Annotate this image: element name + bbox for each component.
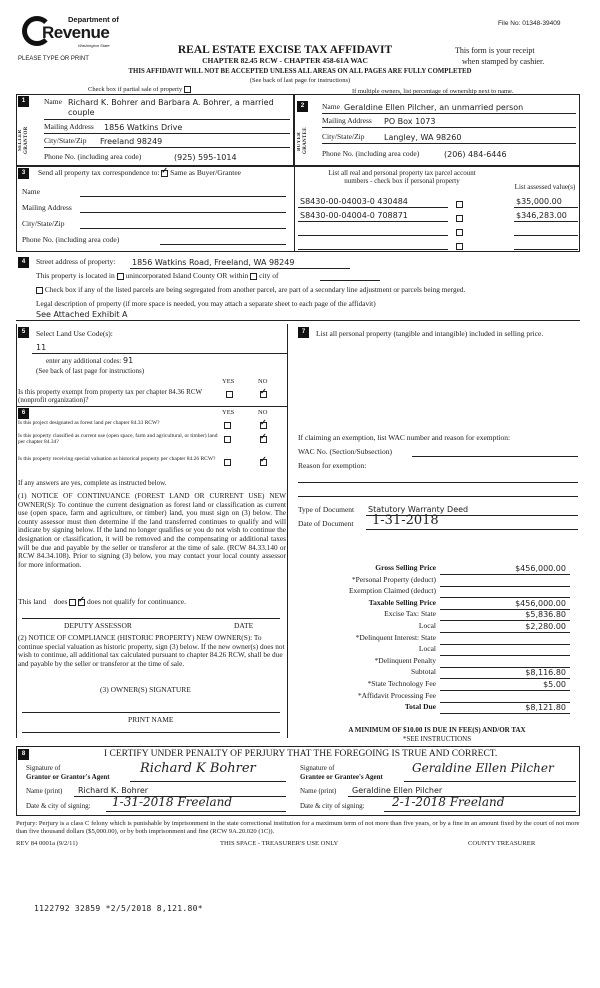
historic-yes-cell <box>224 457 231 466</box>
section-4-number: 4 <box>18 257 29 268</box>
buyer-name-line <box>322 113 576 114</box>
corr-name-label: Name <box>22 187 40 196</box>
city-of-checkbox[interactable] <box>250 273 257 280</box>
tax-row-label: Subtotal <box>410 667 436 676</box>
deputy-label: DEPUTY ASSESSOR <box>64 621 132 630</box>
does-label: does <box>53 597 68 606</box>
personal-property-label: List all personal property (tangible and intangible) included in selling price. <box>316 329 544 338</box>
seller-phone-label: Phone No. (including area code) <box>44 152 142 161</box>
exempt-yes-header: YES <box>222 378 235 385</box>
land-use-label: Select Land Use Code(s): <box>36 329 113 338</box>
tax-row-value[interactable]: $5,836.80 <box>525 610 566 619</box>
partial-sale-row <box>88 86 191 93</box>
personal-property-cell <box>456 199 463 208</box>
assessed-value-line <box>514 207 578 208</box>
historic-no-cell <box>260 457 267 466</box>
forest-no-checkbox[interactable] <box>260 422 267 429</box>
section-8-number: 8 <box>18 749 29 760</box>
doc-date-line <box>366 529 578 530</box>
doc-date-label: Date of Document <box>298 519 354 528</box>
legal-value[interactable]: See Attached Exhibit A <box>36 310 128 319</box>
section-2-number: 2 <box>297 101 308 112</box>
same-as-buyer-checkbox[interactable] <box>161 170 168 177</box>
tax-row-line <box>440 632 570 633</box>
unincorporated-label: unincorporated Island County OR within <box>125 271 249 280</box>
buyer-city-line <box>322 143 576 144</box>
tax-row-label: Exemption Claimed (deduct) <box>348 586 436 595</box>
section-3-number: 3 <box>18 168 29 179</box>
city-of-line[interactable] <box>320 280 380 281</box>
certify-statement: I CERTIFY UNDER PENALTY OF PERJURY THAT THE FOREGOING IS TRUE AND CORRECT. <box>104 749 498 759</box>
personal-property-checkbox[interactable] <box>456 201 463 208</box>
grantor-sig-label-2: Grantor or Grantor's Agent <box>26 773 110 781</box>
exempt-yes-checkbox[interactable] <box>226 391 233 398</box>
receipt-note-1: This form is your receipt <box>455 46 535 55</box>
tax-row-label: Local <box>418 644 436 653</box>
tax-row-line <box>440 690 570 691</box>
buyer-phone-label: Phone No. (including area code) <box>322 149 420 158</box>
exempt-no-header: NO <box>258 378 268 385</box>
section-1-number: 1 <box>18 96 29 107</box>
personal-property-checkbox[interactable] <box>456 215 463 222</box>
logo-main-text: Revenue <box>42 23 110 42</box>
wac-label: WAC No. (Section/Subsection) <box>298 447 392 456</box>
seller-mail-label: Mailing Address <box>44 122 94 131</box>
seller-city-value[interactable]: Freeland 98249 <box>100 137 163 146</box>
grantor-print-label: Name (print) <box>26 787 63 795</box>
seller-city-label: City/State/Zip <box>44 136 87 145</box>
tax-row-line <box>440 574 570 575</box>
land-use-line <box>32 353 288 354</box>
additional-codes-row <box>46 356 133 365</box>
deputy-date-label: DATE <box>234 621 254 630</box>
current-use-yes-checkbox[interactable] <box>224 436 231 443</box>
tax-row-line <box>440 620 570 621</box>
parcel-number-line <box>298 221 448 222</box>
minimum-note: A MINIMUM OF $10.00 IS DUE IN FEE(S) AND/OR TAX <box>348 726 526 734</box>
buyer-name-label: Name <box>322 102 340 111</box>
seller-phone-value[interactable]: (925) 595-1014 <box>174 153 237 162</box>
continuance-notice: (1) NOTICE OF CONTINUANCE (FOREST LAND OR CURRENT USE) NEW OWNER(S): To continue the current designation as forest land or classification as current use (open space, farm and agriculture, or timber) land, you must sign on (3) below. The county assessor must then determine if the land transferred continues to qualify and will indicate by signing below. If the land no longer qualifies or you do not wish to continue the designation or classification, it will be removed and the compensating or additional taxes will be due and payable by the seller or transferor at the time of sale. (RCW 84.33.140 or RCW 84.34.108). Prior to signing (3) below, you may contact your local county assessor for more information. <box>18 491 286 569</box>
parcel-number-line <box>298 249 448 250</box>
see-back-instructions: (See back of last page for instructions) <box>249 77 351 84</box>
correspondence-text: Send all property tax correspondence to: <box>38 168 160 177</box>
s6-yes-header: YES <box>222 409 235 416</box>
file-number: File No: 01348-39409 <box>498 20 561 27</box>
historic-yes-checkbox[interactable] <box>224 459 231 466</box>
current-use-yes-cell <box>224 434 231 443</box>
multiple-owners-note: If multiple owners, list percentage of ownership next to name. <box>352 88 514 95</box>
tax-row-line <box>440 655 570 656</box>
owner-signature-line[interactable] <box>22 712 280 713</box>
buyer-mail-label: Mailing Address <box>322 116 372 125</box>
land-use-value[interactable]: 11 <box>36 343 47 352</box>
segregated-label: Check box if any of the listed parcels are being segregated from another parcel, are part of a secondary line adjustment or parcels being merged. <box>44 285 466 294</box>
does-checkbox[interactable] <box>69 599 76 606</box>
doc-date-value[interactable]: 1-31-2018 <box>372 513 439 528</box>
seller-name-label: Name <box>44 97 62 106</box>
perjury-statement: Perjury: Perjury is a class C felony which is punishable by imprisonment in the state correctional institution for a maximum term of not more than five years, or by a fine in an amount fixed by the court of not more than five thousand dollars ($5,000.00), or by both imprisonment and fine (RCW 9A.20.020 (1C)). <box>16 820 580 835</box>
does-not-label: does not <box>87 597 113 606</box>
additional-codes-value[interactable]: 91 <box>122 356 134 365</box>
assessed-value-line <box>514 249 578 250</box>
county-treasurer-label: COUNTY TREASURER <box>468 840 536 847</box>
wac-line[interactable] <box>412 456 578 457</box>
seller-name-value-2[interactable]: couple <box>68 108 95 117</box>
current-use-question: Is this property classified as current use (open space, farm and agricultural, or timber) land per chapter 84.34? <box>18 433 218 446</box>
buyer-city-label: City/State/Zip <box>322 132 365 141</box>
form-chapter: CHAPTER 82.45 RCW - CHAPTER 458-61A WAC <box>202 56 368 65</box>
print-name-line[interactable] <box>22 732 280 733</box>
seller-mail-value[interactable]: 1856 Watkins Drive <box>104 123 183 132</box>
corr-phone-line[interactable] <box>160 244 286 245</box>
parcel-header <box>296 169 508 185</box>
grantor-date-label: Date & city of signing: <box>26 802 91 810</box>
seller-name-value[interactable]: Richard K. Bohrer and Barbara A. Bohrer, a married <box>68 98 274 107</box>
corr-city-line[interactable] <box>80 228 286 229</box>
grantor-signature[interactable]: Richard K Bohrer <box>140 761 256 776</box>
tax-row-value[interactable]: $8,116.80 <box>525 668 566 677</box>
historic-question: Is this property receiving special valuation as historical property per chapter 84.26 RCW? <box>18 456 216 462</box>
tax-row-label: *State Technology Fee <box>367 679 436 688</box>
reason-line-2[interactable] <box>298 496 578 497</box>
s6-no-header: NO <box>258 409 268 416</box>
grantee-signature[interactable]: Geraldine Ellen Pilcher <box>412 761 554 775</box>
exempt-no-cell <box>260 389 267 398</box>
exempt-no-checkbox[interactable] <box>260 391 267 398</box>
tax-row-value[interactable]: $8,121.80 <box>525 703 566 712</box>
if-yes-note: If any answers are yes, complete as instructed below. <box>18 479 167 487</box>
city-of-label: city of <box>259 271 279 280</box>
assessed-header: List assessed value(s) <box>514 183 576 191</box>
exempt-yes-cell <box>226 389 233 398</box>
corr-mail-line[interactable] <box>80 212 286 213</box>
parcel-number-line <box>298 235 448 236</box>
street-line <box>130 268 350 269</box>
tax-row-value[interactable]: $456,000.00 <box>515 599 566 608</box>
tax-row-value[interactable]: $456,000.00 <box>515 564 566 573</box>
tax-row-line <box>440 586 570 587</box>
exemption-label: If claiming an exemption, list WAC number and reason for exemption: <box>298 433 511 442</box>
please-type: PLEASE TYPE OR PRINT <box>18 56 89 62</box>
grantee-date-value[interactable]: 2-1-2018 Freeland <box>392 795 505 809</box>
corr-city-label: City/State/Zip <box>22 219 65 228</box>
current-use-no-checkbox[interactable] <box>260 436 267 443</box>
seller-side-label: SELLER GRANTOR <box>18 126 29 154</box>
section-3-divider <box>294 166 295 252</box>
tax-row-label: Excise Tax: State <box>384 609 436 618</box>
parcel-number-value[interactable]: S8430-00-04003-0 430484 <box>300 197 408 206</box>
grantor-sig-line <box>130 781 286 782</box>
logo-sub-text: Washington State <box>78 43 110 48</box>
section-7-number: 7 <box>298 327 309 338</box>
reason-line-1[interactable] <box>298 482 578 483</box>
unincorporated-checkbox[interactable] <box>117 273 124 280</box>
owner-signature-label: (3) OWNER(S) SIGNATURE <box>100 685 191 694</box>
personal-property-cell <box>456 227 463 236</box>
additional-codes-label: enter any additional codes: <box>46 357 122 365</box>
personal-property-cell <box>456 241 463 250</box>
reason-label: Reason for exemption: <box>298 461 367 470</box>
legal-label: Legal description of property (if more space is needed, you may attach a separate sheet to each page of the affidavit) <box>36 299 376 308</box>
buyer-city-value[interactable]: Langley, WA 98260 <box>384 133 462 142</box>
legal-line <box>16 320 580 321</box>
seller-mail-line <box>44 133 290 134</box>
tax-row-label: Total Due <box>404 702 436 711</box>
assessed-value-line <box>514 235 578 236</box>
this-land-label: This land <box>18 597 47 606</box>
parcel-number-value[interactable]: S8430-00-04004-0 708871 <box>300 211 408 220</box>
tax-row-value[interactable]: $5.00 <box>543 680 566 689</box>
grantor-print-value[interactable]: Richard K. Bohrer <box>78 786 149 795</box>
receipt-note-2: when stamped by cashier. <box>462 57 545 66</box>
land-use-see-back: (See back of last page for instructions) <box>36 367 145 375</box>
historic-no-checkbox[interactable] <box>260 459 267 466</box>
print-name-label: PRINT NAME <box>128 715 174 724</box>
parcel-header-line-2: numbers - check box if personal property <box>344 177 460 186</box>
tax-row-line <box>440 597 570 598</box>
current-use-no-cell <box>260 434 267 443</box>
treasurer-space-label: THIS SPACE - TREASURER'S USE ONLY <box>220 840 339 847</box>
deputy-line[interactable] <box>22 618 280 619</box>
tax-row-label: *Delinquent Penalty <box>374 656 436 665</box>
tax-row-line <box>440 644 570 645</box>
qualify-label: qualify for continuance. <box>114 597 186 606</box>
grantee-date-label: Date & city of signing: <box>300 802 365 810</box>
form-title: REAL ESTATE EXCISE TAX AFFIDAVIT <box>177 44 393 56</box>
forest-question: Is this project designated as forest land per chapter 84.33 RCW? <box>18 420 160 426</box>
corr-name-line[interactable] <box>80 196 286 197</box>
treasurer-receipt-stamp: 1122792 32859 *2/5/2018 8,121.80* <box>34 904 203 913</box>
tax-row-value[interactable]: $2,280.00 <box>525 622 566 631</box>
corr-phone-label: Phone No. (including area code) <box>22 235 120 244</box>
grantor-date-value[interactable]: 1-31-2018 Freeland <box>112 795 233 809</box>
buyer-phone-value[interactable]: (206) 484-6446 <box>444 150 507 159</box>
grantee-print-value[interactable]: Geraldine Ellen Pilcher <box>352 786 443 795</box>
assessed-value-line <box>514 221 578 222</box>
forest-yes-checkbox[interactable] <box>224 422 231 429</box>
section-6-number: 6 <box>18 408 29 419</box>
grantee-sig-label-2: Grantee or Grantee's Agent <box>300 773 383 781</box>
tax-row-label: *Personal Property (deduct) <box>351 575 436 584</box>
personal-property-cell <box>456 213 463 222</box>
section-6-top-line <box>16 406 288 407</box>
seller-name-line <box>44 119 290 120</box>
personal-property-checkbox[interactable] <box>456 243 463 250</box>
grantor-sig-label-1: Signature of <box>26 764 61 772</box>
does-not-checkbox[interactable] <box>78 599 85 606</box>
buyer-side-label: BUYER GRANTEE <box>297 127 308 155</box>
correspondence-label <box>38 169 241 178</box>
segregated-row <box>36 286 586 294</box>
logo-top-text: Department of <box>68 15 119 24</box>
tax-row-label: *Affidavit Processing Fee <box>357 691 436 700</box>
located-label: This property is located in <box>36 271 115 280</box>
forest-no-cell <box>260 420 267 429</box>
buyer-mail-line <box>322 127 576 128</box>
grantor-date-line <box>106 811 286 812</box>
compliance-notice: (2) NOTICE OF COMPLIANCE (HISTORIC PROPERTY) NEW OWNER(S): To continue special valuation as historic property, sign (3) below. If the new owner(s) does not wish to continue, all additional tax calculated pursuant to chapter 84.26 RCW, shall be due and payable by the seller or transferor at the time of sale. <box>18 633 285 668</box>
tax-row-line <box>440 678 570 679</box>
same-as-buyer-label: Same as Buyer/Grantee <box>170 168 241 177</box>
tax-row-label: Taxable Selling Price <box>368 598 436 607</box>
buyer-mail-value[interactable]: PO Box 1073 <box>384 117 436 126</box>
exempt-question: Is this property exempt from property tax per chapter 84.36 RCW (nonprofit organization)? <box>18 388 202 405</box>
tax-row-label: Gross Selling Price <box>375 563 436 572</box>
tax-row-line <box>440 713 570 714</box>
doc-type-value[interactable]: Statutory Warranty Deed <box>368 505 469 514</box>
street-value[interactable]: 1856 Watkins Road, Freeland, WA 98249 <box>132 258 295 267</box>
parcel-number-line <box>298 207 448 208</box>
form-warning: THIS AFFIDAVIT WILL NOT BE ACCEPTED UNLESS ALL AREAS ON ALL PAGES ARE FULLY COMPLETED <box>128 68 472 75</box>
corr-mail-label: Mailing Address <box>22 203 72 212</box>
located-row <box>36 272 279 281</box>
tax-row-label: *Delinquent Interest: State <box>355 633 436 642</box>
segregated-checkbox[interactable] <box>36 287 43 294</box>
grantee-sig-line <box>404 781 576 782</box>
parcel-header-line-1: List all real and personal property tax parcel account <box>328 169 476 177</box>
grantee-date-line <box>384 811 576 812</box>
street-label: Street address of property: <box>36 257 116 266</box>
grantee-sig-label-1: Signature of <box>300 764 335 772</box>
see-instructions-note: *SEE INSTRUCTIONS <box>402 735 472 743</box>
assessed-value[interactable]: $35,000.00 <box>516 197 562 206</box>
section-5-number: 5 <box>18 327 29 338</box>
tax-row-label: Local <box>418 621 436 630</box>
revision-code: REV 84 0001a (9/2/11) <box>16 840 78 847</box>
partial-sale-label: Check box if partial sale of property <box>88 86 183 93</box>
doc-type-label: Type of Document <box>298 505 355 514</box>
partial-sale-checkbox[interactable] <box>184 86 191 93</box>
forest-yes-cell <box>224 420 231 429</box>
assessed-value[interactable]: $346,283.00 <box>516 211 567 220</box>
grantee-print-label: Name (print) <box>300 787 337 795</box>
continuance-row <box>18 598 186 607</box>
buyer-name-value[interactable]: Geraldine Ellen Pilcher, an unmarried person <box>344 103 524 112</box>
personal-property-checkbox[interactable] <box>456 229 463 236</box>
dor-logo <box>18 14 128 54</box>
seller-city-line <box>44 147 290 148</box>
